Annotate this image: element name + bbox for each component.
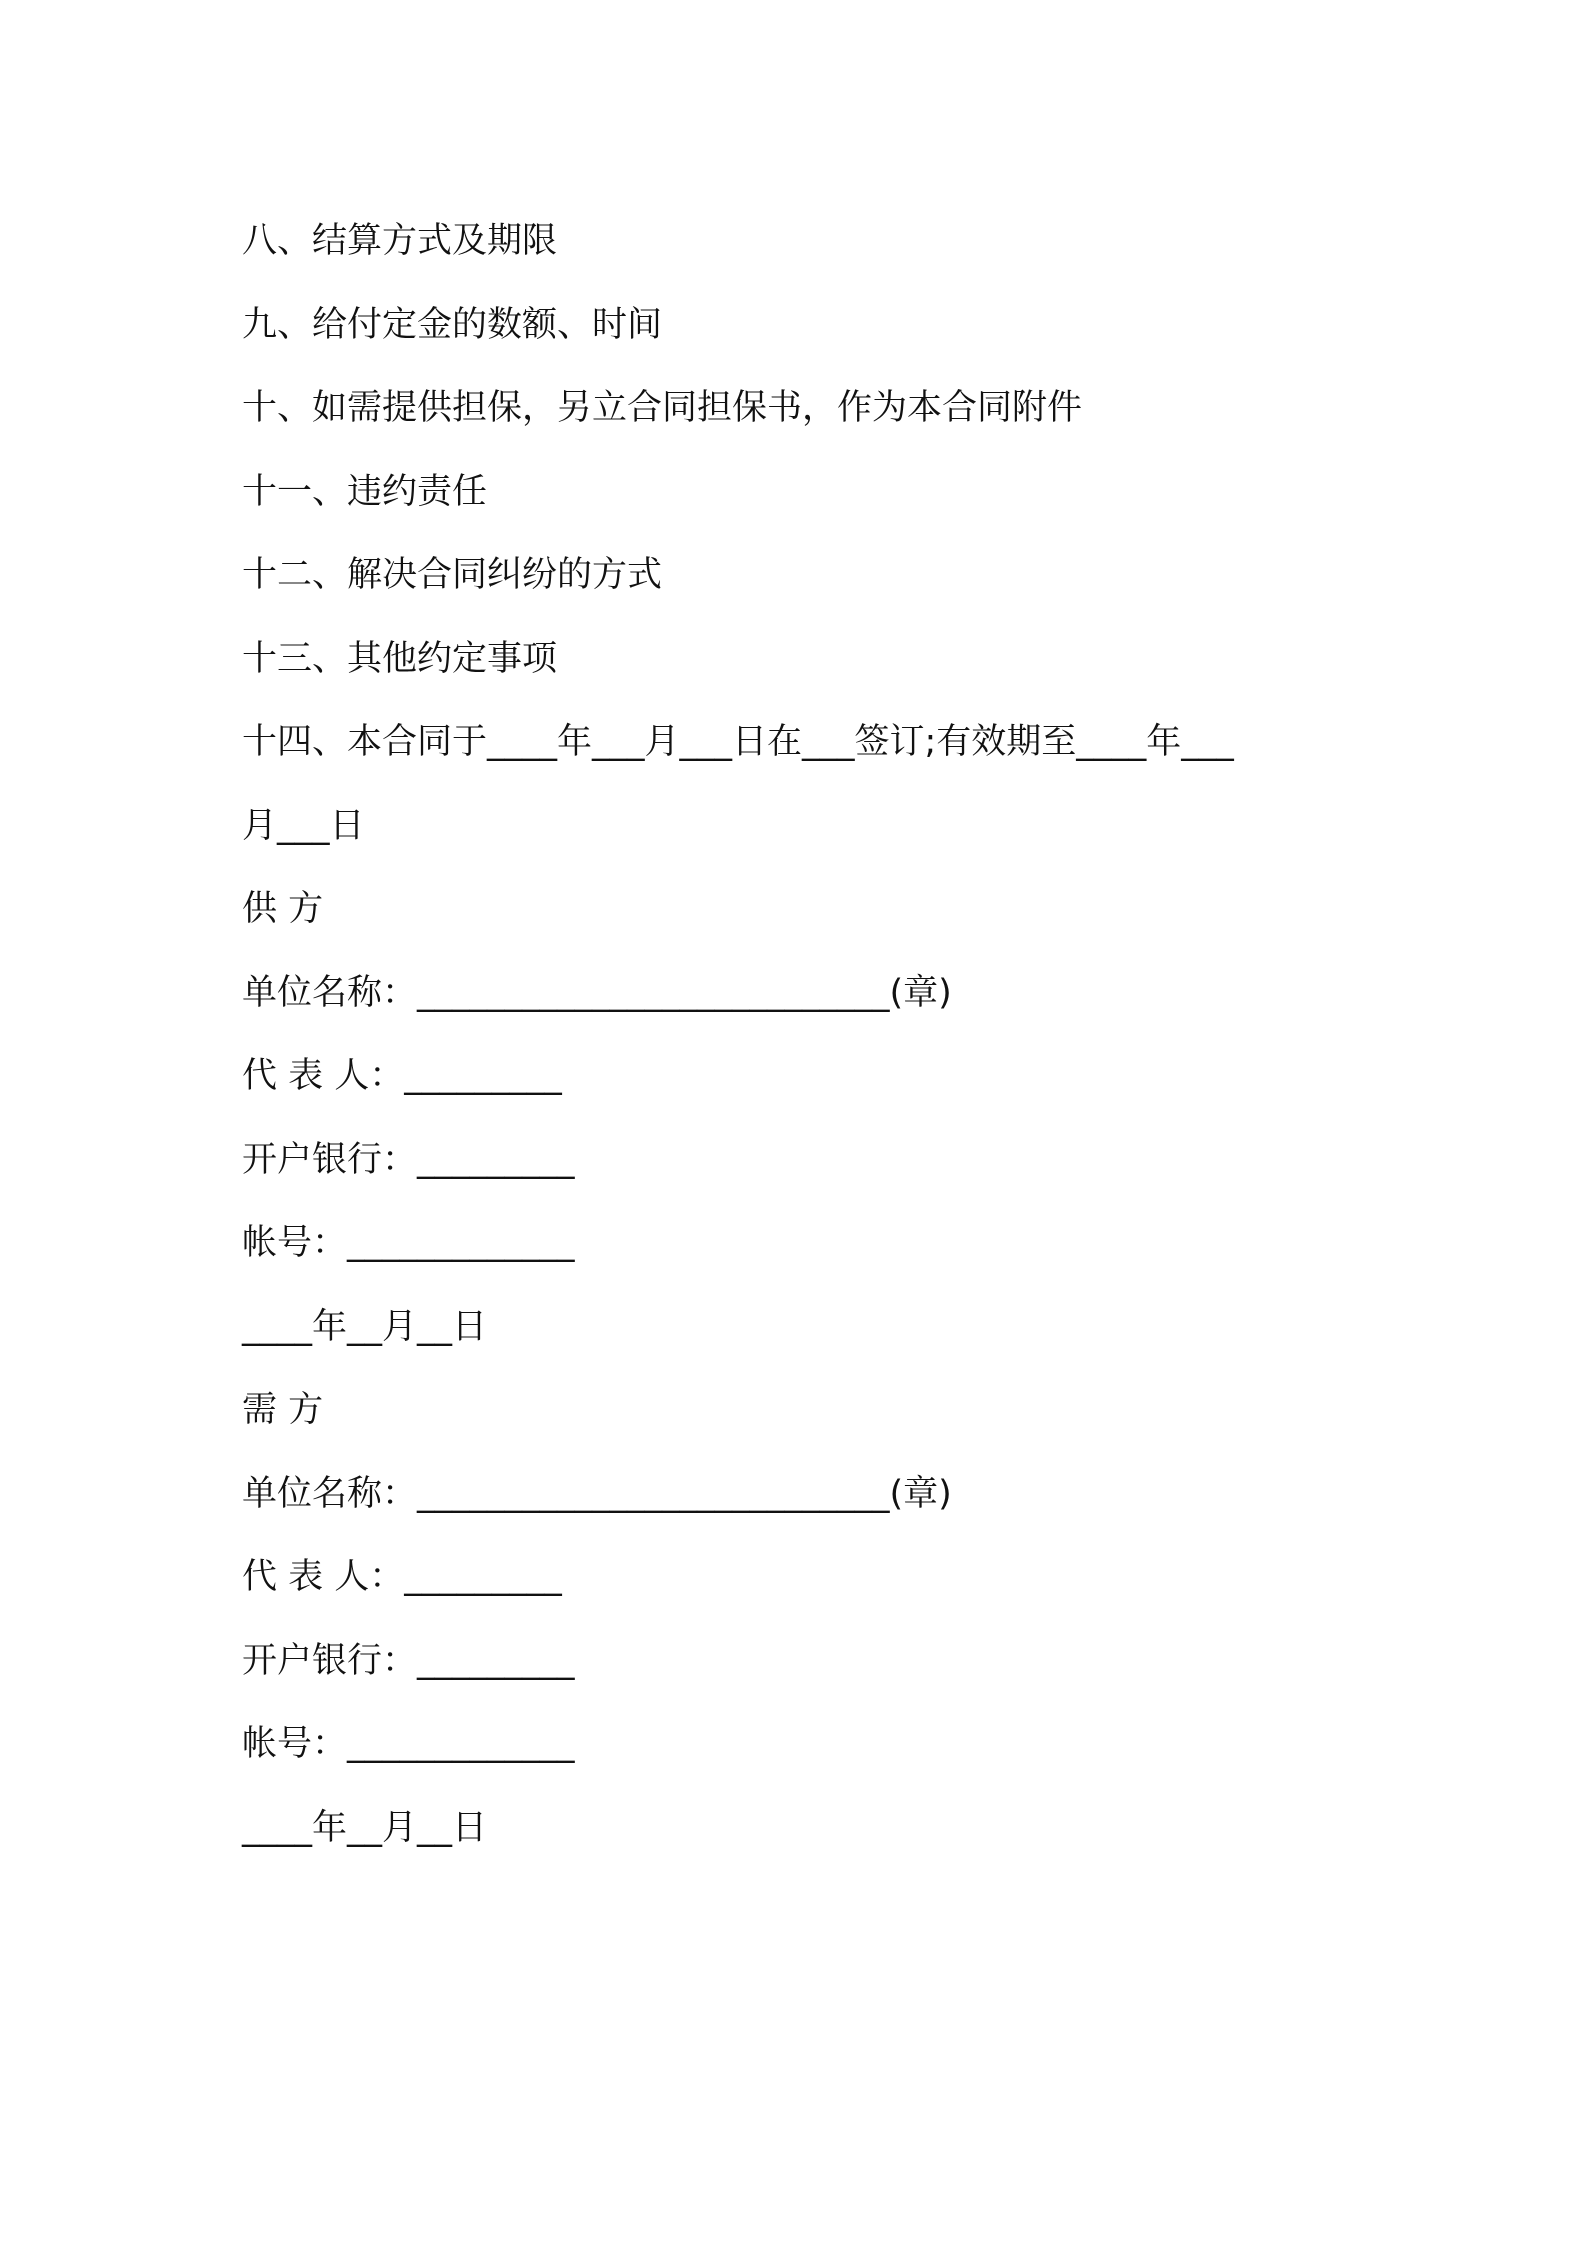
buyer-section <box>242 1369 1362 1870</box>
supplier-account-field: 帐号：_____________ <box>242 1223 575 1263</box>
clause-9-deposit: 九、给付定金的数额、时间 <box>242 304 663 345</box>
clause-13-other: 十三、其他约定事项 <box>242 638 558 679</box>
clause-12-dispute: 十二、解决合同纠纷的方式 <box>242 555 663 595</box>
clause-14-signing-continued: 月___日 <box>242 805 365 846</box>
contract-body <box>242 200 1362 1870</box>
supplier-heading: 供 方 <box>242 889 324 929</box>
clause-8-settlement: 八、结算方式及期限 <box>242 221 558 261</box>
supplier-company-field: 单位名称：___________________________(章) <box>242 972 952 1013</box>
buyer-bank-field: 开户银行：_________ <box>242 1640 575 1681</box>
supplier-bank-field: 开户银行：_________ <box>242 1139 575 1180</box>
buyer-account-field: 帐号：_____________ <box>242 1724 575 1764</box>
clause-14-signing: 十四、本合同于____年___月___日在___签订;有效期至____年___ <box>242 722 1234 762</box>
buyer-date-field: ____年__月__日 <box>242 1807 488 1848</box>
supplier-representative-field: 代 表 人：_________ <box>242 1056 562 1096</box>
supplier-section <box>242 868 1362 1369</box>
clause-10-guarantee: 十、如需提供担保，另立合同担保书，作为本合同附件 <box>242 388 1083 428</box>
clause-11-liability: 十一、违约责任 <box>242 471 488 512</box>
buyer-company-field: 单位名称：___________________________(章) <box>242 1473 952 1514</box>
supplier-date-field: ____年__月__日 <box>242 1306 488 1347</box>
buyer-representative-field: 代 表 人：_________ <box>242 1557 562 1597</box>
buyer-heading: 需 方 <box>242 1390 324 1430</box>
